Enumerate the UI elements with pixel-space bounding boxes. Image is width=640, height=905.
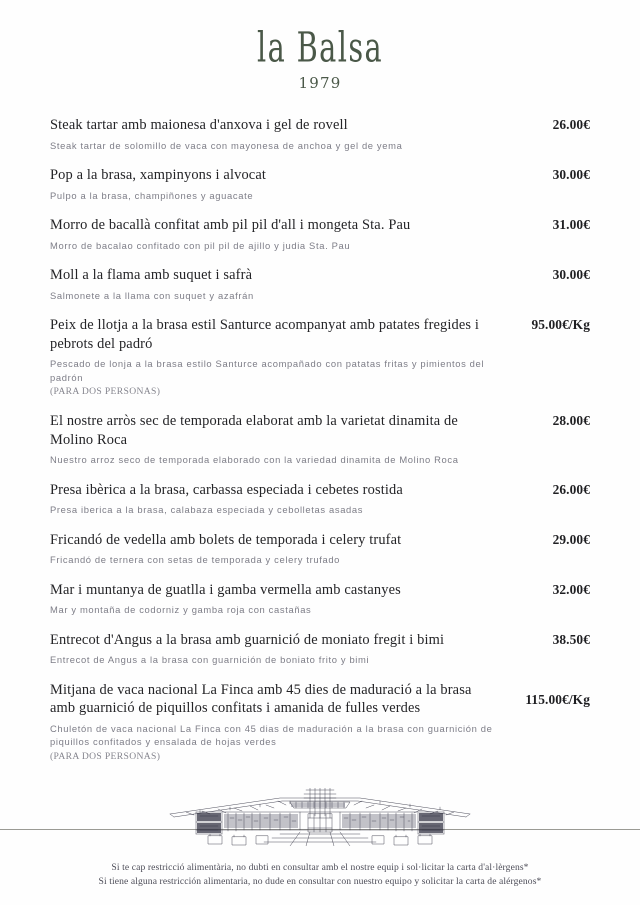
menu-item xyxy=(50,681,590,777)
menu-item-list xyxy=(0,116,640,777)
menu-item-body xyxy=(50,531,502,567)
menu-item-body xyxy=(50,166,502,202)
restaurant-logo-year: 1979 xyxy=(298,74,342,92)
menu-item-subtitle: Chuletón de vaca nacional La Finca con 45 dias de maduración a la brasa con guarnición de piquillos confitados y ensalada de hojas verdes xyxy=(50,722,493,747)
menu-item-subtitle: Morro de bacalao confitado con pil pil de ajillo y judia Sta. Pau xyxy=(50,239,351,251)
menu-item-body xyxy=(50,631,502,667)
menu-item-body xyxy=(50,681,502,763)
menu-item-price: 95.00€/Kg xyxy=(531,317,590,332)
menu-item-title: Pop a la brasa, xampinyons i alvocat xyxy=(50,167,267,183)
menu-item-subtitle: Pulpo a la brasa, champiñones y aguacate xyxy=(50,189,254,201)
menu-item-title: Presa ibèrica a la brasa, carbassa especiada i cebetes rostida xyxy=(50,481,403,498)
allergen-footer xyxy=(0,861,640,889)
menu-item xyxy=(50,531,590,581)
menu-item-price: 29.00€ xyxy=(552,531,590,547)
menu-item-subtitle: Entrecot de Angus a la brasa con guarnición de boniato frito y bimi xyxy=(50,654,370,665)
menu-item xyxy=(50,412,590,481)
menu-item-serving-note: (PARA DOS PERSONAS) xyxy=(50,386,161,397)
menu-item-body xyxy=(50,116,502,152)
menu-item-price: 115.00€/Kg xyxy=(525,691,590,707)
menu-item-body xyxy=(50,316,502,398)
menu-item xyxy=(50,631,590,681)
menu-item-title: Entrecot d'Angus a la brasa amb guarnició de moniato fregit i bimi xyxy=(50,631,445,648)
menu-item-title: Fricandó de vedella amb bolets de temporada i celery trufat xyxy=(50,531,402,548)
menu-item-title: Peix de llotja a la brasa estil Santurce acompanyat amb patates fregides i pebrots del padró xyxy=(50,317,480,352)
menu-item-price: 28.00€ xyxy=(552,413,590,428)
menu-item-title: Mar i muntanya de guatlla i gamba vermella amb castanyes xyxy=(50,581,401,598)
menu-item xyxy=(50,166,590,216)
menu-item-body xyxy=(50,216,502,252)
menu-item-subtitle: Steak tartar de solomillo de vaca con mayonesa de anchoa y gel de yema xyxy=(50,139,403,151)
restaurant-logo-text: la Balsa xyxy=(256,23,384,73)
menu-item xyxy=(50,481,590,531)
menu-item-serving-note: (PARA DOS PERSONAS) xyxy=(50,750,161,762)
menu-item-subtitle: Pescado de lonja a la brasa estilo Santurce acompañado con patatas fritas y pimientos del padrón xyxy=(50,358,485,383)
menu-item xyxy=(50,116,590,166)
menu-item-body xyxy=(50,266,502,302)
restaurant-building-icon xyxy=(160,788,480,846)
menu-item-title: Steak tartar amb maionesa d'anxova i gel de rovell xyxy=(50,117,348,133)
menu-item xyxy=(50,316,590,412)
menu-item-title: Mitjana de vaca nacional La Finca amb 45 dies de maduració a la brasa amb guarnició de piquillos confitats i amanida de fulles verdes xyxy=(50,681,472,716)
menu-item-title: Morro de bacallà confitat amb pil pil d'all i mongeta Sta. Pau xyxy=(50,217,411,233)
menu-item-price: 30.00€ xyxy=(552,167,590,182)
menu-item-subtitle: Presa iberica a la brasa, calabaza especiada y cebolletas asadas xyxy=(50,504,364,515)
menu-item-price: 32.00€ xyxy=(552,581,590,597)
menu-item-body xyxy=(50,481,502,517)
menu-item-body xyxy=(50,581,502,617)
menu-item-price: 38.50€ xyxy=(552,631,590,647)
illustration-section xyxy=(0,788,640,846)
menu-item-subtitle: Nuestro arroz seco de temporada elaborado con la variedad dinamita de Molino Roca xyxy=(50,454,459,465)
footer-line-spanish: Si tiene alguna restricción alimentaria, no dude en consultar con nuestro equipo y solicitar la carta de alérgenos* xyxy=(98,876,542,887)
menu-item-subtitle: Salmonete a la llama con suquet y azafrán xyxy=(50,289,254,301)
menu-item-price: 31.00€ xyxy=(552,217,590,232)
menu-item-subtitle: Fricandó de ternera con setas de temporada y celery trufado xyxy=(50,554,341,565)
menu-item-price: 26.00€ xyxy=(552,481,590,497)
menu-item-title: El nostre arròs sec de temporada elaborat amb la varietat dinamita de Molino Roca xyxy=(50,413,458,448)
menu-item xyxy=(50,216,590,266)
menu-item-price: 30.00€ xyxy=(552,267,590,282)
menu-item-price: 26.00€ xyxy=(552,117,590,132)
menu-item xyxy=(50,266,590,316)
menu-item-subtitle: Mar y montaña de codorniz y gamba roja con castañas xyxy=(50,604,312,615)
footer-line-catalan: Si te cap restricció alimentària, no dubti en consultar amb el nostre equip i sol·licitar la carta d'al·lèrgens* xyxy=(111,862,529,873)
menu-header xyxy=(0,0,640,92)
menu-item-body xyxy=(50,412,502,467)
menu-item-title: Moll a la flama amb suquet i safrà xyxy=(50,267,253,283)
menu-item xyxy=(50,581,590,631)
